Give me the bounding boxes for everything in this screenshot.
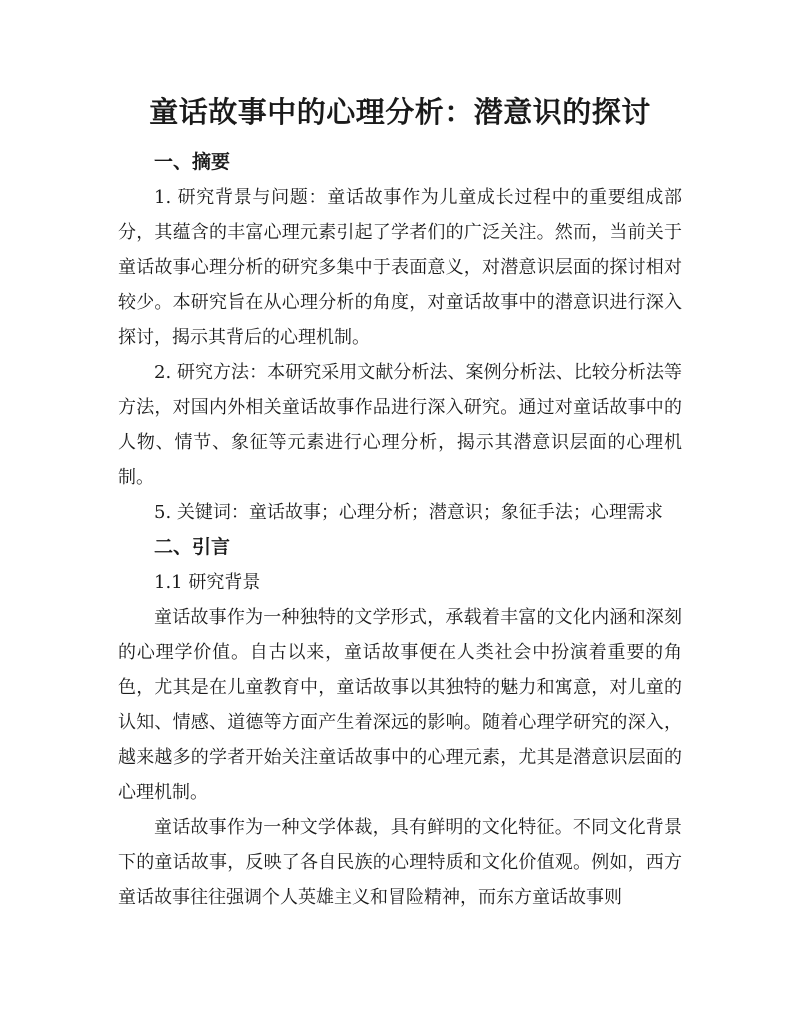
document-title: 童话故事中的心理分析：潜意识的探讨 <box>149 95 651 129</box>
subsection-heading-background: 1.1 研究背景 <box>154 572 261 593</box>
intro-paragraph-1: 童话故事作为一种独特的文学形式，承载着丰富的文化内涵和深刻的心理学价值。自古以来，童话故事便在人类社会中扮演着重要的角色，尤其是在儿童教育中，童话故事以其独特的魅力和寓意，对儿童的认知、情感、道德等方面产生着深远的影响。随着心理学研究的深入，越来越多的学者开始关注童话故事中的心理元素，尤其是潜意识层面的心理机制。 <box>118 607 682 803</box>
abstract-paragraph-methods: 2. 研究方法：本研究采用文献分析法、案例分析法、比较分析法等方法，对国内外相关童话故事作品进行深入研究。通过对童话故事中的人物、情节、象征等元素进行心理分析，揭示其潜意识层面的心理机制。 <box>118 362 682 488</box>
intro-paragraph-2: 童话故事作为一种文学体裁，具有鲜明的文化特征。不同文化背景下的童话故事，反映了各自民族的心理特质和文化价值观。例如，西方童话故事往往强调个人英雄主义和冒险精神，而东方童话故事则 <box>118 817 682 908</box>
abstract-paragraph-keywords: 5. 关键词：童话故事；心理分析；潜意识；象征手法；心理需求 <box>154 502 663 523</box>
abstract-paragraph-background: 1. 研究背景与问题：童话故事作为儿童成长过程中的重要组成部分，其蕴含的丰富心理元素引起了学者们的广泛关注。然而，当前关于童话故事心理分析的研究多集中于表面意义，对潜意识层面的探讨相对较少。本研究旨在从心理分析的角度，对童话故事中的潜意识进行深入探讨，揭示其背后的心理机制。 <box>118 187 682 348</box>
document-body <box>118 145 682 915</box>
section-heading-introduction: 二、引言 <box>154 536 231 558</box>
section-heading-abstract: 一、摘要 <box>154 151 231 173</box>
